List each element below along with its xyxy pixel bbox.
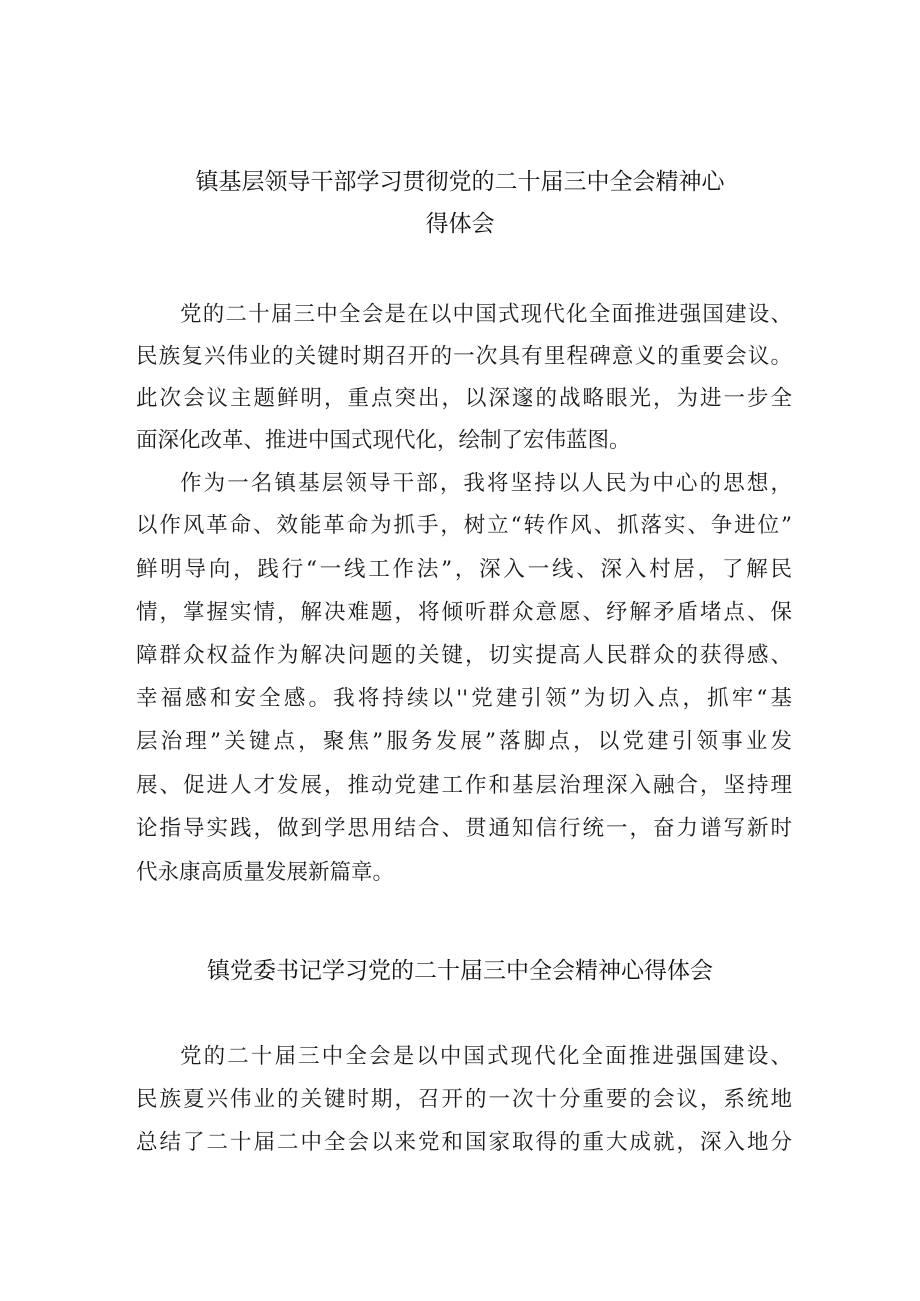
article-2-title: 镇党委书记学习党的二十届三中全会精神心得体会 <box>207 958 713 984</box>
body-line: 总结了二十届二中全会以来党和国家取得的重大成就，深入地分 <box>136 1130 792 1155</box>
body-line: 障群众权益作为解决问题的关键，切实提高人民群众的获得感、 <box>136 643 792 668</box>
body-line: 以作风革命、效能革命为抓手，树立“转作风、抓落实、争进位” <box>136 513 792 538</box>
body-line: 此次会议主题鲜明，重点突出，以深邃的战略眼光，为进一步全 <box>136 386 792 411</box>
body-line: 鲜明导向，践行“一线工作法”，深入一线、深入村居，了解民 <box>136 557 792 582</box>
body-line: 幸福感和安全感。我将持续以''党建引领”为切入点，抓牢“基 <box>136 686 792 711</box>
article-1-title-line-1: 镇基层领导干部学习贯彻党的二十届三中全会精神心 <box>195 169 725 195</box>
body-line: 层治理”关键点，聚焦”服务发展”落脚点，以党建引领事业发 <box>136 729 792 754</box>
article-1-title <box>120 161 800 245</box>
body-line: 情，掌握实情，解决难题，将倾听群众意愿、纾解矛盾堵点、保 <box>136 600 792 625</box>
body-line: 作为一名镇基层领导干部，我将坚持以人民为中心的思想， <box>180 471 792 496</box>
body-line: 面深化改革、推进中国式现代化，绘制了宏伟蓝图。 <box>136 428 631 453</box>
body-line: 党的二十届三中全会是在以中国式现代化全面推进强国建设、 <box>180 302 792 327</box>
body-line: 代永康高质量发展新篇章。 <box>136 860 395 885</box>
article-1-title-line-2: 得体会 <box>425 211 495 237</box>
body-line: 展、促进人才发展，推动党建工作和基层治理深入融合，坚持理 <box>136 773 792 798</box>
body-line: 民族复兴伟业的关键时期召开的一次具有里程碑意义的重要会议。 <box>136 344 792 369</box>
body-line: 论指导实践，做到学思用结合、贯通知信行统一，奋力谱写新时 <box>136 816 792 841</box>
body-line: 民族夏兴伟业的关键时期，召开的一次十分重要的会议，系统地 <box>136 1087 792 1112</box>
body-line: 党的二十届三中全会是以中国式现代化全面推进强国建设、 <box>180 1044 792 1069</box>
